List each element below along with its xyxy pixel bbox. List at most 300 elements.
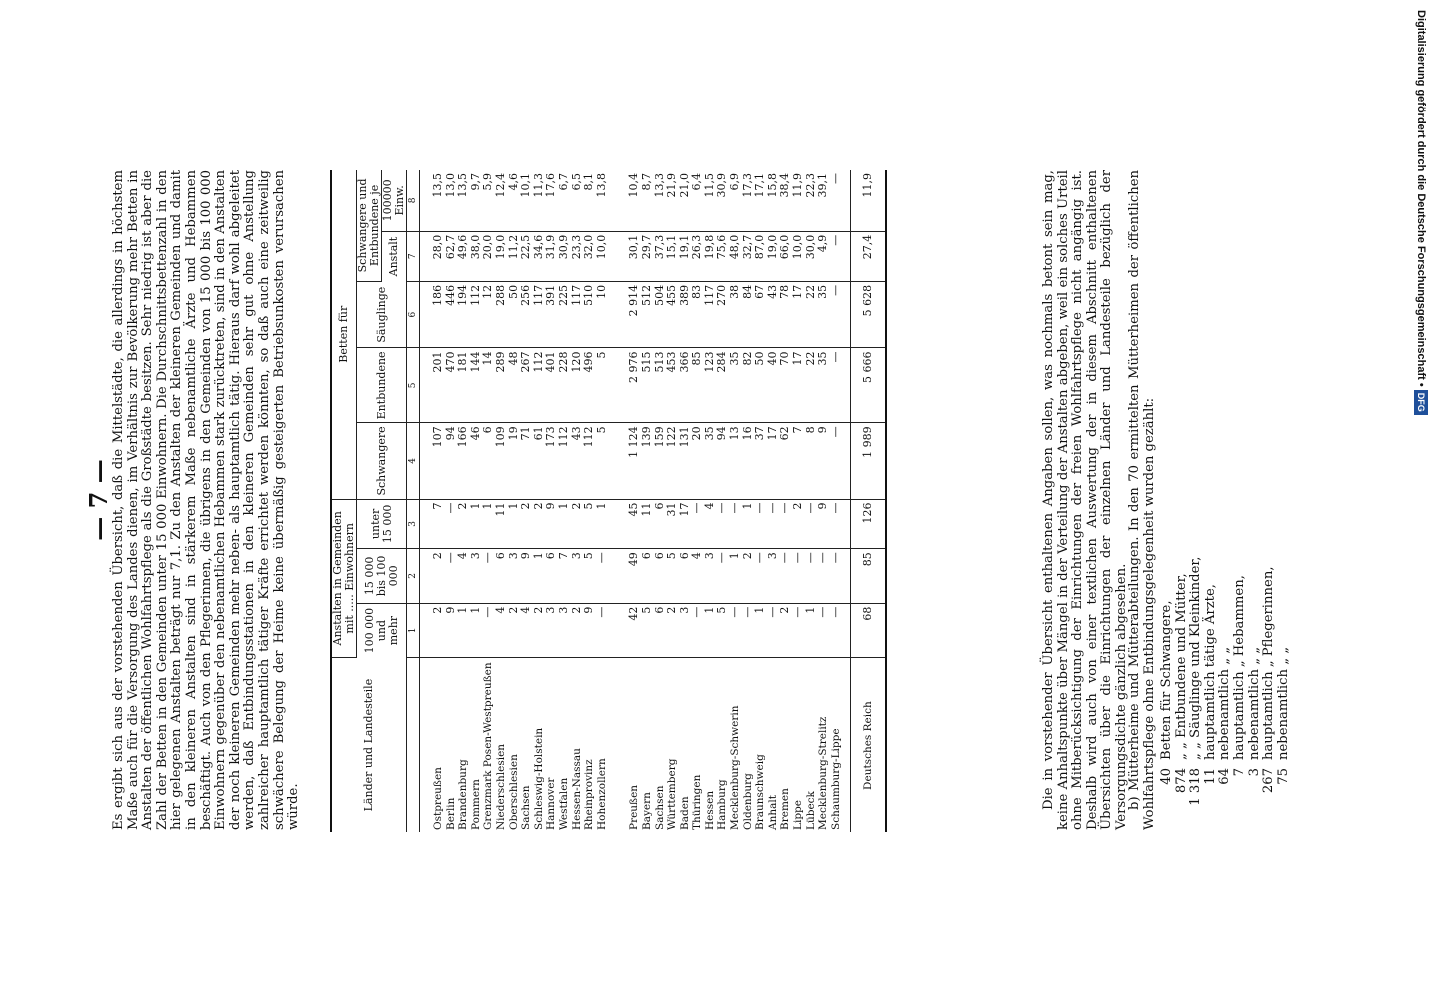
table-row [830,170,851,832]
cell-c8: 38,4 [779,170,792,231]
cell-c2: 6 [679,549,692,603]
dfg-logo-badge: DFG [1414,390,1428,415]
cell-c4: 122 [666,423,679,499]
cell-c5: 70 [779,348,792,423]
list-item-text: nebenamtlich „ „ [1275,646,1291,760]
cell-c4: 173 [545,423,558,499]
cell-c5: 515 [641,348,654,423]
cell-c7: 19,0 [767,231,780,281]
header-num: 5 [407,348,420,423]
cell-c7: 30,0 [805,231,818,281]
cell-c2: — [754,549,767,603]
cell-c8: 13,5 [420,170,445,231]
cell-c4: 71 [520,423,533,499]
cell-c8: 30,9 [716,170,729,231]
cell-c8: 4,6 [508,170,521,231]
cell-c7: 30,9 [558,231,571,281]
cell-c7: 49,6 [457,231,470,281]
header-num: 1 [407,603,420,658]
list-item-number: 267 [1261,768,1277,794]
cell-c3: — [767,499,780,549]
cell-c8: 9,7 [470,170,483,231]
row-label: Ostpreußen [432,767,444,830]
cell-c5: 284 [716,348,729,423]
table-row [691,170,704,832]
cell-c1: 1 [754,603,767,658]
cell-c2: 3 [767,549,780,603]
row-label: Rheinprovinz [583,759,596,830]
table-row [445,170,458,832]
cell-c7: 75,6 [716,231,729,281]
list-item-number: 7 [1231,768,1247,777]
cell-c7: — [830,231,851,281]
header-col-15000-100000: 15 000 bis 100 000 [357,549,407,603]
cell-c7: 19,8 [704,231,717,281]
header-betten: Betten für [331,170,357,499]
cell-c7: 66,0 [779,231,792,281]
cell-c1: — [729,603,742,658]
cell-c5: 513 [654,348,667,423]
section-b-list [1160,220,1291,820]
cell-c6: 288 [495,281,508,348]
cell-c3: 126 [851,499,887,549]
cell-c3: — [729,499,742,549]
table-row [666,170,679,832]
table-row [729,170,742,832]
cell-c5: 496 [583,348,596,423]
cell-c3: 2 [792,499,805,549]
cell-c4: 159 [654,423,667,499]
cell-c2: 6 [654,549,667,603]
cell-c2: 3 [704,549,717,603]
list-item-text: nebenamtlich „ „ [1246,646,1262,760]
cell-c7: 87,0 [754,231,767,281]
cell-c8: 13,0 [445,170,458,231]
cell-c2: 6 [641,549,654,603]
cell-c2: — [817,549,830,603]
cell-c3: 1 [596,499,617,549]
cell-c5: 48 [508,348,521,423]
list-item-text: hauptamtlich tätige Ärzte, [1202,584,1218,760]
cell-c1: 68 [851,603,887,658]
cell-c4: 35 [704,423,717,499]
row-label: Schleswig-Holstein [532,727,545,830]
cell-c5: 50 [754,348,767,423]
cell-c6: 194 [457,281,470,348]
table-row [792,170,805,832]
cell-c5: 401 [545,348,558,423]
cell-c1: — [742,603,755,658]
row-label: Mecklenburg-Schwerin [729,705,742,830]
cell-c3: — [830,499,851,549]
cell-c6: 84 [742,281,755,348]
cell-c3: 2 [457,499,470,549]
cell-c4: 1 124 [616,423,641,499]
header-col-saeuglinge: Säuglinge [357,281,407,348]
cell-c1: — [482,603,495,658]
table-row [616,170,641,832]
cell-c8: 11,5 [704,170,717,231]
cell-c1: 9 [445,603,458,658]
cell-c7: 20,0 [482,231,495,281]
header-num: 3 [407,499,420,549]
cell-c2: 1 [729,549,742,603]
cell-c8: 8,7 [641,170,654,231]
cell-c1: 2 [571,603,584,658]
cell-c5: 112 [533,348,546,423]
cell-c2: — [830,549,851,603]
header-col-schwangere: Schwangere [357,423,407,499]
cell-c3: — [691,499,704,549]
row-label: Mecklenburg-Strelitz [817,716,830,830]
table-row [596,170,617,832]
page-number: — 7 — [84,459,113,541]
cell-c6: 270 [716,281,729,348]
cell-c3: — [779,499,792,549]
cell-c3: 17 [679,499,692,549]
cell-c4: 139 [641,423,654,499]
cell-c3: 2 [533,499,546,549]
cell-c7: 4,9 [817,231,830,281]
cell-c2: 6 [495,549,508,603]
table-row [583,170,596,832]
scanned-page [70,120,1400,880]
row-label: Baden [678,796,691,830]
row-label: Hessen [703,790,716,830]
cell-c6: 50 [508,281,521,348]
cell-c5: 14 [482,348,495,423]
cell-c7: 11,2 [508,231,521,281]
cell-c1: 2 [508,603,521,658]
cell-c3: 9 [817,499,830,549]
cell-c6: 10 [596,281,617,348]
row-label: Oldenburg [741,773,754,830]
row-label: Hessen-Nassau [570,748,583,830]
cell-c2: — [792,549,805,603]
table-row [482,170,495,832]
row-label: Niederschlesien [494,743,507,830]
table-row [571,170,584,832]
cell-c5: 267 [520,348,533,423]
table-row [679,170,692,832]
table-row [742,170,755,832]
cell-c2: 5 [666,549,679,603]
cell-c4: 19 [508,423,521,499]
cell-c3: 4 [704,499,717,549]
cell-c1: 2 [420,603,445,658]
cell-c4: 62 [779,423,792,499]
cell-c5: 366 [679,348,692,423]
cell-c3: 2 [520,499,533,549]
header-col-100000-einw: 100000 Einw. [382,170,407,231]
row-label: Hamburg [716,779,729,830]
table-row [470,170,483,832]
list-item [1204,220,1219,820]
cell-c8: 13,3 [654,170,667,231]
cell-c7: 22,5 [520,231,533,281]
cell-c2: — [805,549,818,603]
cell-c6: 78 [779,281,792,348]
list-item [1248,220,1263,820]
cell-c2: — [445,549,458,603]
table-row [805,170,818,832]
row-label: Grenzmark Posen-Westpreußen [482,662,495,830]
cell-c8: 10,1 [520,170,533,231]
section-b-heading: b) Mütterheime und Mütterabteilungen. In den 70 ermittelten Mütterheimen der öffentlichen Wohlfahrtspflege ohne Entbindungsgelegenheit wurden gezählt: [1127,170,1157,830]
cell-c1: 3 [545,603,558,658]
cell-c2: 4 [457,549,470,603]
cell-c5: 35 [817,348,830,423]
cell-c6: — [830,281,851,348]
cell-c3: — [805,499,818,549]
header-land: Länder und Landesteile [331,658,407,832]
cell-c8: 6,7 [558,170,571,231]
cell-c4: 109 [495,423,508,499]
cell-c3: — [445,499,458,549]
cell-c3: 31 [666,499,679,549]
sidebar-credit [1412,10,1434,1000]
cell-c8: 12,4 [495,170,508,231]
cell-c6: 225 [558,281,571,348]
cell-c3: 6 [654,499,667,549]
table-row [716,170,729,832]
list-item [1189,220,1204,820]
cell-c4: 94 [716,423,729,499]
cell-c1: 5 [716,603,729,658]
cell-c6: 389 [679,281,692,348]
cell-c1: — [792,603,805,658]
cell-c2: 3 [508,549,521,603]
cell-c3: 1 [742,499,755,549]
row-label: Schaumburg-Lippe [829,728,842,830]
cell-c5: 5 [596,348,617,423]
list-item [1262,220,1277,820]
cell-c4: 166 [457,423,470,499]
table-row [420,170,445,832]
cell-c8: 8,1 [583,170,596,231]
cell-c6: 22 [805,281,818,348]
cell-c6: 455 [666,281,679,348]
cell-c6: 117 [571,281,584,348]
cell-c1: 42 [616,603,641,658]
row-label: Hannover [545,777,558,830]
table-row [767,170,780,832]
list-item-number: 11 [1202,768,1218,785]
cell-c3: 2 [571,499,584,549]
cell-c7: 19,1 [679,231,692,281]
cell-c4: 7 [792,423,805,499]
cell-c4: 112 [558,423,571,499]
cell-c1: 4 [495,603,508,658]
cell-c5: 2 976 [616,348,641,423]
cell-c8: 17,3 [742,170,755,231]
table-row [495,170,508,832]
cell-c6: 12 [482,281,495,348]
cell-c7: 29,7 [641,231,654,281]
cell-c7: 32,0 [583,231,596,281]
cell-c5: 120 [571,348,584,423]
cell-c6: 117 [533,281,546,348]
list-item [1175,220,1190,820]
cell-c5: 181 [457,348,470,423]
cell-c1: 3 [558,603,571,658]
cell-c1: 5 [641,603,654,658]
cell-c2: — [596,549,617,603]
cell-c3: 5 [583,499,596,549]
table-row [754,170,767,832]
cell-c5: 289 [495,348,508,423]
list-item-text: „ „ Säuglinge und Kleinkinder, [1188,556,1204,760]
row-label: Preußen [628,784,641,830]
cell-c8: 21,0 [679,170,692,231]
header-col-100000: 100 000 und mehr [357,603,407,658]
table-row [520,170,533,832]
table-row [817,170,830,832]
cell-c8: 21,9 [666,170,679,231]
list-item-text: nebenamtlich „ „ [1217,646,1233,760]
table-row [851,170,887,832]
table-bottom-rule [886,170,889,832]
row-label: Berlin [444,797,457,830]
cell-c5: 17 [792,348,805,423]
cell-c8: 11,9 [851,170,887,231]
cell-c4: 43 [571,423,584,499]
cell-c3: — [754,499,767,549]
cell-c1: 2 [779,603,792,658]
cell-c2: 2 [742,549,755,603]
sidebar-credit-text: Digitalisierung gefördert durch die Deutsche Forschungsgemeinschaft • [1415,10,1427,387]
cell-c1: 1 [704,603,717,658]
cell-c4: 131 [679,423,692,499]
list-item [1233,220,1248,820]
cell-c7: 23,3 [571,231,584,281]
table-row [533,170,546,832]
cell-c5: 123 [704,348,717,423]
cell-c6: 5 628 [851,281,887,348]
cell-c3: 11 [495,499,508,549]
cell-c8: 11,3 [533,170,546,231]
cell-c6: 391 [545,281,558,348]
list-item-text: Betten für Schwangere, [1159,600,1174,760]
cell-c1: 4 [520,603,533,658]
cell-c1: 6 [654,603,667,658]
cell-c2: 6 [545,549,558,603]
table-row [457,170,470,832]
cell-c7: 37,3 [654,231,667,281]
row-label: Hohenzollern [595,758,608,830]
table-row [508,170,521,832]
table-row [779,170,792,832]
cell-c1: — [817,603,830,658]
cell-c6: 446 [445,281,458,348]
list-item [1277,220,1292,820]
header-num: 6 [407,281,420,348]
list-item-text: „ „ Entbundene und Mütter, [1173,573,1189,760]
cell-c2: 49 [616,549,641,603]
cell-c3: 11 [641,499,654,549]
cell-c1: — [691,603,704,658]
cell-c6: 117 [704,281,717,348]
list-item [1218,220,1233,820]
list-item-number: 75 [1275,768,1291,785]
cell-c7: 34,6 [533,231,546,281]
cell-c4: 17 [767,423,780,499]
cell-c5: 144 [470,348,483,423]
table-row [641,170,654,832]
cell-c6: 2 914 [616,281,641,348]
list-item [1160,220,1175,820]
cell-c7: 19,0 [495,231,508,281]
cell-c4: 37 [754,423,767,499]
cell-c7: 28,0 [420,231,445,281]
header-num-blank [407,658,420,832]
cell-c1: — [830,603,851,658]
cell-c1: 2 [666,603,679,658]
cell-c4: 94 [445,423,458,499]
cell-c5: 85 [691,348,704,423]
cell-c7: 48,0 [729,231,742,281]
row-label: Westfalen [557,777,570,830]
cell-c7: 30,1 [616,231,641,281]
cell-c8: 22,3 [805,170,818,231]
cell-c2: 2 [420,549,445,603]
row-label: Bayern [640,792,653,830]
row-label: Lübeck [804,791,817,830]
cell-c5: — [830,348,851,423]
row-label: Brandenburg [457,759,470,830]
cell-c8: 6,4 [691,170,704,231]
cell-c5: 201 [420,348,445,423]
cell-c4: 61 [533,423,546,499]
closing-paragraph: Die in vorstehender Übersicht enthaltenen Angaben sollen, was nochmals betont sein mag, keine Anhaltspunkte über Mängel in der Verteilung der Anstalten abgeben, weil ein solches Urteil ohne Mitberücksichtigung der Einrichtungen der freien Wohlfahrtspflege nicht angängig ist. Deshalb wird auch von einer textlichen Auswertung der in diesem Abschnitt enthaltenen Übersichten über die Einrichtungen der einzelnen Länder und Landesteile bezüglich der Versorgungsdichte gänzlich abgesehen. [1041,170,1129,830]
cell-c3: 7 [420,499,445,549]
row-label: Sachsen [520,785,533,830]
header-anstalten: Anstalten in Gemeinden mit ..... Einwohnern [331,499,357,658]
cell-c3: 9 [545,499,558,549]
cell-c4: 13 [729,423,742,499]
cell-c1: 3 [679,603,692,658]
cell-c5: 5 666 [851,348,887,423]
cell-c4: 1 989 [851,423,887,499]
cell-c1: 9 [583,603,596,658]
cell-c2: 3 [571,549,584,603]
intro-paragraph: Es ergibt sich aus der vorstehenden Übersicht, daß die Mittelstädte, die allerdings in höchstem Maße auch für die Versorgung des Landes dienen, im Verhältnis zur Bevölkerung mehr Betten in Anstalten der öffentlichen Wohlfahrtspflege als die Großstädte besitzen. Sehr niedrig ist aber die Zahl der Betten in den Gemeinden unter 15 000 Einwohnern. Die Durchschnittsbettenzahl in den hier gelegenen Anstalten beträgt nur 7,1. Zu den Anstalten der kleineren Gemeinden und damit in den kleineren Anstalten sind in stärkerem Maße nebenamtliche Ärzte und Hebammen beschäftigt. Auch von den Pflegerinnen, die übrigens in den Gemeinden von 15 000 bis 100 000 Einwohnern gegenüber den nebenamtlichen Hebammen stark zurücktreten, sind in den Anstalten der noch kleineren Gemeinden mehr neben- als hauptamtlich tätig. Hieraus darf wohl abgeleitet werden, daß Entbindungsstationen in den kleineren Gemeinden sehr gut ohne Anstellung zahlreicher hauptamtlich tätiger Kräfte errichtet werden könnten, so daß auch eine zeitweilig schwächere Belegung der Heime keine übermäßig gesteigerten Betriebsunkosten verursachen würde. [111,170,302,830]
cell-c1: — [767,603,780,658]
cell-c4: 46 [470,423,483,499]
cell-c6: 112 [470,281,483,348]
cell-c6: 38 [729,281,742,348]
cell-c7: 27,4 [851,231,887,281]
row-label: Anhalt [766,795,779,830]
header-num: 2 [407,549,420,603]
cell-c3: 1 [482,499,495,549]
header-col-entbundene: Entbundene [357,348,407,423]
cell-c2: 4 [691,549,704,603]
table-row [558,170,571,832]
cell-c7: 26,3 [691,231,704,281]
table-row [704,170,717,832]
cell-c4: 8 [805,423,818,499]
cell-c6: 504 [654,281,667,348]
cell-c1: 1 [470,603,483,658]
cell-c7: 32,7 [742,231,755,281]
row-label: Thüringen [691,774,704,830]
cell-c6: 512 [641,281,654,348]
cell-c2: 1 [533,549,546,603]
cell-c1: 2 [533,603,546,658]
cell-c3: 45 [616,499,641,549]
cell-c7: 62,7 [445,231,458,281]
